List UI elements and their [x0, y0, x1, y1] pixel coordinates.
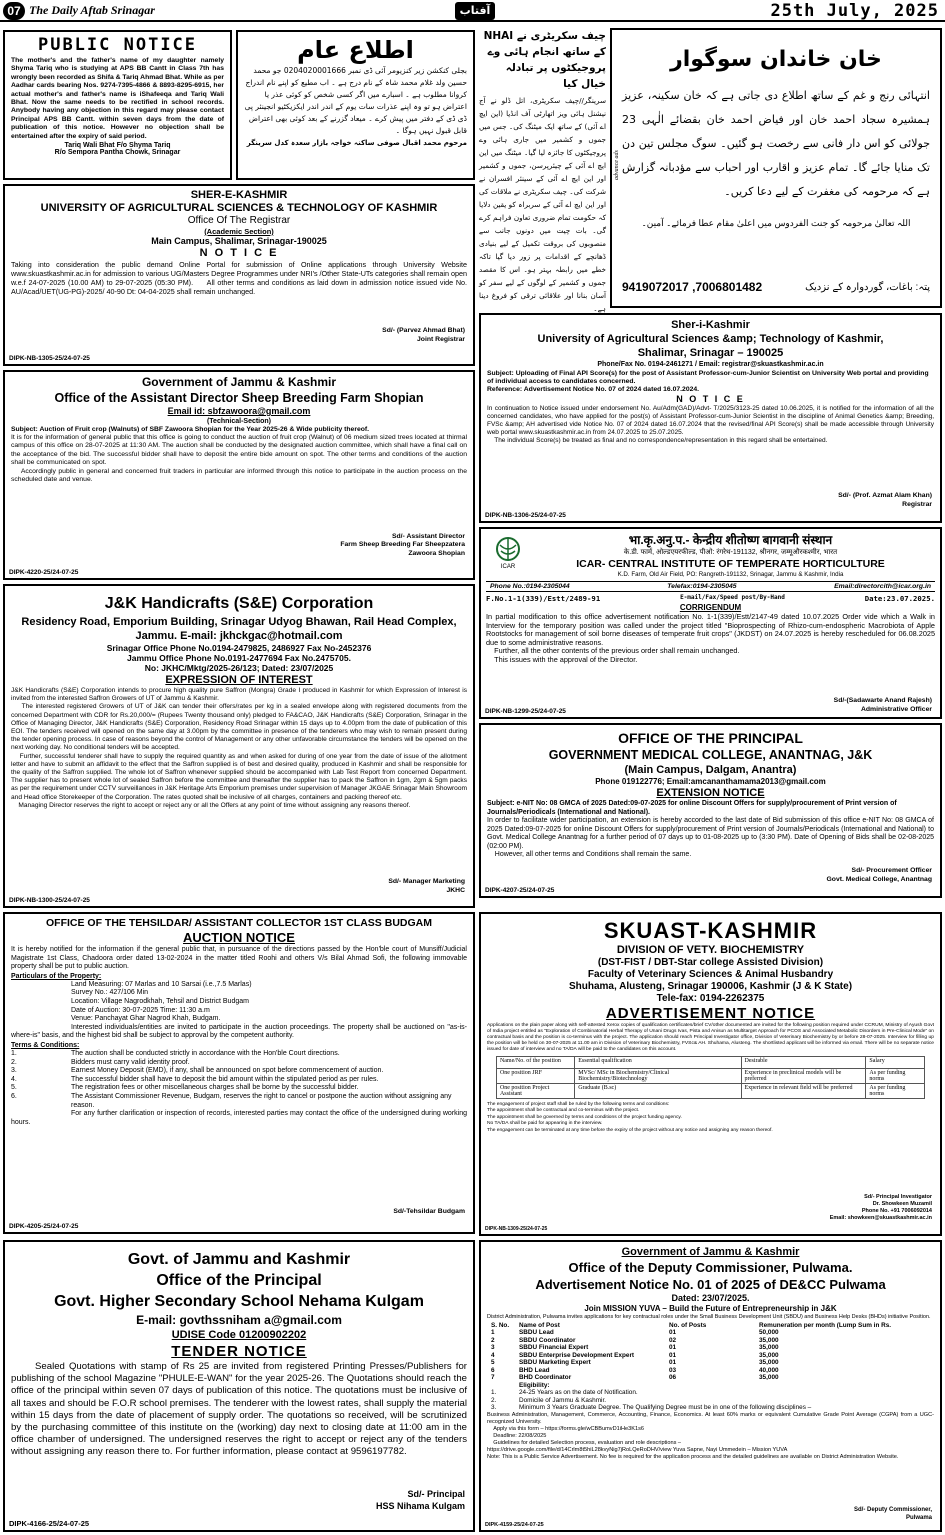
ad-body: Applications on the plain paper along with self-attested Xerox copies of qualification certificates/brief CV/other documented are invited for the following position required under CCRUM, Ministry of Ayush Govt of India project entitled as "Exploration of Combinatorial Herbal Therapy of Unani Drugs Ivas, Pista and Anisun as Multitarget Approach for PCOS and Associated Metabolic Disorders in Pre-Clinical Mode" on contractual basis and the position is co-terminus with the project. The application should reach Principal Investigator office, Division of Veterinary Biochemistry by or before 28-07-2025. Interview for filling up the position will be held on 30-07-2025 at 11.00 am in Division of Veterinary Biochemistry, FVSc& AH. Shuhama, Alusteng. The shortlisted applicant will be informed via email. There will be no separate notice issued for date of interview and no TA/DA will be paid to the candidates on this account.	[487, 1023, 934, 1052]
table-cell: 01	[669, 1344, 677, 1352]
sign-email: Email: showkeen@skuastkashmir.ac.in	[829, 1215, 932, 1221]
sign-title: Joint Registrar	[417, 335, 465, 343]
skuast-admission-notice	[3, 184, 475, 366]
table-cell: SBDU Marketing Expert	[519, 1359, 591, 1367]
dispatch-mode: E-mail/Fax/Speed post/By-Hand	[680, 594, 785, 601]
ad-signature	[376, 1488, 465, 1512]
ad-heading: ADVERTISEMENT NOTICE	[605, 1005, 816, 1022]
table-cell: BHD Lead	[519, 1366, 550, 1374]
skuast-biochemistry-ad	[479, 912, 942, 1236]
ad-line: Residency Road, Emporium Building, Srinagar Udyog Bhawan, Rail Head Complex, Jammu. E-mail: jkhckgac@hotmail.com	[21, 616, 457, 642]
article-headline: چیف سکریٹری نے NHAI کے ساتھ انجام ہائی وے پروجیکٹوں پر تبادلہ خیال کیا	[483, 30, 606, 90]
ad-subject: Subject: e-NIT No: 08 GMCA of 2025 Dated:09-07-2025 for online Discount Offers for supply/procurement of Print version of Journals/Periodicals (International and National).	[487, 800, 897, 816]
ad-line: Faculty of Veterinary Sciences & Animal Husbandry	[587, 969, 834, 980]
table-cell: Graduate (B.sc)	[575, 1084, 741, 1099]
table-cell: 2	[491, 1336, 495, 1344]
table-cell: 1	[491, 1329, 495, 1337]
ad-line: (Academic Section)	[204, 227, 274, 236]
dipk-code: DIPK-NB-1299-25/24-07-25	[485, 708, 566, 715]
public-notice-ad	[3, 30, 232, 180]
table-cell: BHD Coordinator	[519, 1374, 572, 1382]
ad-line: OFFICE OF THE TEHSILDAR/ ASSISTANT COLLECTOR 1ST CLASS BUDGAM	[46, 917, 432, 929]
email: Email:directorcith@icar.org.in	[834, 583, 931, 590]
dipk-code: DIPK-NB-1300-25/24-07-25	[9, 897, 90, 904]
ad-hindi-title: भा.कृ.अनु.प.- केन्द्रीय शीतोष्ण बागवानी संस्थान	[628, 533, 833, 547]
ad-subject: Subject: Uploading of Final API Score(s) for the post of Assistant Professor-cum-Junior Scientist on University Web portal and providing of individual access to candidates concerned.	[487, 370, 929, 385]
ad-prayer: اللہ تعالیٰ مرحومہ کو جنت الفردوس میں اعلیٰ مقام عطا فرمائے۔ آمین۔	[641, 218, 911, 228]
ad-line: Office of the Assistant Director Sheep Breeding Farm Shopian	[54, 391, 424, 405]
sign-place: Zawoora Shopian	[408, 549, 465, 557]
ad-line: Jammu Office Phone No.0191-2477694 Fax No.2475705.	[127, 653, 351, 663]
table-header-cell: Remuneration per month (Lump Sum in Rs.	[759, 1321, 892, 1329]
jk-handicrafts-eoi	[3, 584, 475, 908]
table-cell: SBDU Coordinator	[519, 1336, 576, 1344]
ad-line: Govt. of Jammu and Kashmir	[127, 1251, 351, 1268]
ad-signature	[388, 878, 465, 895]
ad-subheading: Particulars of the Property:	[11, 972, 102, 980]
table-cell: Experience in relevant field will be preferred	[741, 1084, 866, 1099]
ad-body: In partial modification to this office advertisement notification No. 1-1(339)/Estt/2147-49 dated 10.07.2025 Order vide which a Walk in Interview for the temporary position was called under the project titled "Bioprospecting of Rhizo-cum-endospheric Macrobiota of Apple Rootstocks for management of soil borne diseases of temperate fruit crops" (JKDST) on 24.07.2025 is hereby rescheduled for 06.08.2025 due to some administrative reasons. Further, all the other contents of the previous order shall remain unchanged. This issues with the approval of the Director.	[486, 612, 935, 664]
table-row	[487, 1374, 934, 1382]
ad-heading: EXPRESSION OF INTEREST	[165, 674, 313, 686]
ad-heading: TENDER NOTICE	[171, 1343, 307, 1360]
table-header-cell: Salary	[866, 1057, 925, 1069]
ad-hindi-address: के.डी. फार्म, ओल्डएयरफील्ड, पीओ: रंगरेथ-191132, श्रीनगर, जम्मूऔरकश्मीर, भारत	[623, 549, 838, 556]
ad-heading: EXTENSION NOTICE	[656, 787, 765, 799]
ad-title: اطلاع عام	[297, 36, 414, 64]
dipk-code: DIPK-4159-25/24-07-25	[485, 1522, 544, 1528]
table-header-row	[496, 1057, 924, 1069]
sign-name: Sd/- Deputy Commissioner,	[853, 1507, 932, 1513]
tehsildar-auction-notice	[3, 912, 475, 1234]
hss-nehama-tender-notice	[3, 1240, 475, 1532]
ad-line: Govt. Higher Secondary School Nehama Kulgam	[54, 1293, 424, 1310]
table-cell: 6	[491, 1366, 495, 1374]
sign-title: JKHC	[446, 886, 465, 894]
ad-signature	[854, 1507, 932, 1522]
eligibility-text: 24-25 Years as on the date of Notification.	[519, 1389, 638, 1397]
ad-heading: CORRIGENDUM	[679, 603, 742, 612]
newspaper-logo: آفتاب	[455, 2, 495, 20]
ad-line: University of Agricultural Sciences &amp; Technology of Kashmir,	[537, 333, 884, 345]
dipk-code: DIPK-4220-25/24-07-25	[9, 569, 79, 576]
sheep-breeding-auction-notice	[3, 370, 475, 580]
ad-line: Dated: 23/07/2025.	[671, 1293, 750, 1303]
eligibility-item: 1. 24-25 Years as on the date of Notification.	[491, 1389, 638, 1397]
table-cell: 01	[669, 1329, 677, 1337]
page-header	[0, 0, 945, 22]
table-header-cell: Name of Post	[519, 1321, 560, 1329]
ad-signature	[834, 697, 932, 714]
ad-line: Office of the Deputy Commissioner, Pulwama.	[568, 1260, 853, 1275]
table-row	[487, 1344, 934, 1352]
table-cell: As per funding norms	[866, 1069, 925, 1084]
term-text: The auction shall be conducted strictly in accordance with the Hon'ble Court directions.	[71, 1049, 340, 1057]
table-cell: 5	[491, 1359, 495, 1367]
property-item: Venue: Panchayat Ghar Nagrod Khah, Budgam.	[71, 1015, 221, 1023]
eligibility-list	[487, 1389, 934, 1412]
ad-body: The mother's and the father's name of my daughter namely Shyma Tariq who is studying at APS BB Cantt in Class 7th has wrongly been recorded as Shifa & Tariq Ahmad Bhat. While as per Aadhar cards bearing Nos. 9274-7395-4866 & 8893-8295-6915, her actual mother's and father's name is iShafeeqa and Tariq Wali Bhat. Now the same needs to be rectified in school records. Anybody having any objection in this regard may please contact Principal APS BB Cantt. within seven days from the date of publication of this notice. However no objection shall be entertained after the expiry of said period.	[11, 57, 225, 140]
ad-body: Interested individuals/entities are invited to participate in the auction proceedings. The property shall be auctioned on "as-is-where-is" basis, and the highest bid shall be subject to approval by the competent authority.	[11, 1023, 467, 1040]
dc-pulwama-advertisement	[479, 1240, 942, 1532]
ad-line: Sher-i-Kashmir	[671, 319, 750, 331]
sign-name: Sd/- Principal	[407, 1489, 465, 1499]
eligibility-text: Minimum 3 Years Graduate Degree. The Qualifying Degree must be in one of the following disciplines –	[519, 1404, 812, 1412]
table-cell: 35,000	[759, 1359, 779, 1367]
ad-line: Advertisement Notice No. 01 of 2025 of DE&CC Pulwama	[535, 1277, 886, 1292]
sign-name: Sd/-(Sadawarte Anand Rajesh)	[833, 697, 932, 704]
term-item: The engagement of project staff shall be ruled by the following terms and conditions:	[487, 1102, 670, 1107]
ad-signature: Sd/-Tehsildar Budgam	[393, 1207, 465, 1215]
table-header-row	[487, 1322, 934, 1330]
ad-heading: AUCTION NOTICE	[183, 930, 295, 945]
skuast-api-score-notice	[479, 313, 942, 523]
ad-line: Shalimar, Srinagar – 190025	[637, 347, 784, 359]
table-cell: 35,000	[759, 1351, 779, 1359]
file-date: Date:23.07.2025.	[864, 594, 935, 603]
eligibility-item: 2. Domicile of Jammu & Kashmir.	[491, 1396, 607, 1404]
icar-corrigendum	[479, 527, 942, 719]
posts-table	[487, 1322, 934, 1382]
table-cell: SBDU Enterprise Development Expert	[519, 1351, 635, 1359]
ad-intro: District Administration, Pulwama invites applications for key contractual roles under the Small Business Development Unit (SBDU) and Business Help Desks (BHDs) initiative Position.	[487, 1314, 931, 1320]
term-item: The appointment shall be governed by terms and conditions of the project funding agency.	[487, 1114, 682, 1120]
sign-name: Sd/- (Prof. Azmat Alam Khan)	[838, 492, 932, 499]
ad-footer	[622, 280, 930, 294]
ad-line: Main Campus, Shalimar, Srinagar-190025	[151, 236, 327, 246]
ad-address: R/o Sempora Pantha Chowk, Srinagar	[54, 149, 181, 157]
table-row	[487, 1337, 934, 1345]
svg-text:ICAR: ICAR	[500, 564, 516, 570]
term-item: 6. The Assistant Commissioner Revenue, Budgam, reserves the right to cancel or postpone the auction without assigning any reason.	[11, 1093, 467, 1110]
icar-logo-icon	[491, 535, 525, 569]
ad-title: PUBLIC NOTICE	[37, 35, 198, 55]
property-item: Location: Village Nagrodkhah, Tehsil and District Budgam	[71, 997, 249, 1005]
ad-phones: 9419072017 ,7006801482	[622, 280, 763, 294]
table-cell: Experience in preclinical models will be preferred	[741, 1069, 866, 1084]
ad-line: (Main Campus, Dalgam, Anantra)	[624, 764, 797, 776]
file-number: F.No.1-1(339)/Estt/2489-91	[486, 594, 601, 603]
ad-subheading: Eligibility:	[519, 1381, 550, 1389]
news-article-nhai	[479, 28, 606, 313]
ad-line: N O T I C E	[676, 394, 745, 404]
ad-body: It is hereby notified for the information if the general public that, in pursuance of the directions passed by the Hon'ble court of Munsiff/Judicial Magistrate 1st Class, Chadoora order dated 13-02-2024 in the matter titled Roohi and others V/s Bilal Ahmad Sofi, the following immovable property shall be put to public auction.	[11, 946, 467, 971]
dipk-code: DIPK-NB-1305-25/24-07-25	[9, 355, 90, 362]
table-header-cell: S. No.	[491, 1321, 510, 1329]
ad-signature	[830, 1194, 932, 1222]
ad-line: Join MISSION YUVA – Build the Future of Entrepreneurship in J&K	[584, 1304, 837, 1313]
ad-body: Taking into consideration the public demand Online Portal for submission of Online applications through University Website www.skuastkashmir.ac.in for admission to various UG/Masters Degree Programmes under NRI's /Other State-UTs categories shall remain open w.e.f 24-07-2025 (10.00 AM) to 29-07-2025 (05:30 PM). All other terms and conditions as laid down in admission notice issued vide No. AU/Acad/UET(UG-PG)-2025/ 40-90 Dt: 04-04-2025 shall remain unchanged.	[11, 260, 467, 296]
term-text: Bidders must carry valid identity proof.	[71, 1058, 190, 1066]
article-body: سرینگر//چیف سکریٹری، اتل ڈلو نے آج نیشنل ہائی ویز اتھارٹی آف انڈیا (این ایچ اے آئی) کے ساتھ ایک میٹنگ کی۔ جس میں جموں و کشمیر میں جاری ہائی وے پروجیکٹوں کا جائزہ لیا گیا۔ میٹنگ میں این ایچ اے آئی کے چیئرپرسن، جموں و کشمیر اور این ایچ اے آئی کے سینئر افسران نے شرکت کی۔ چیف سکریٹری نے ملاقات کی اور این ایچ اے آئی کے سربراہ کو یقین دلایا کہ حکومت تمام ضروری تعاون فراہم کرے گی۔ بات چیت میں دونوں جانب سے منصوبوں کی بروقت تکمیل کے لیے بنیادی ڈھانچے کے اقدامات پر زور دیا گیا تاکہ خطے میں رابطہ بہتر ہو۔ اس کا مقصد جموں و کشمیر کے لوگوں کے لیے سفر کو آسان بنانا اور علاقائی ترقی کو فروغ دینا ہے۔	[479, 96, 606, 313]
ad-line: Tele-fax: 0194-2262375	[656, 993, 765, 1004]
table-cell: 06	[669, 1374, 677, 1382]
table-cell: 50,000	[759, 1329, 779, 1337]
page-number: 07	[3, 2, 25, 20]
gmc-extension-notice	[479, 723, 942, 898]
ad-reference: Reference: Advertisement Notice No. 07 of 2024 dated 16.07.2024.	[487, 386, 700, 393]
table-cell: 4	[491, 1351, 495, 1359]
terms-list	[487, 1102, 934, 1134]
property-list	[11, 981, 467, 1024]
ad-line: DIVISION OF VETY. BIOCHEMISTRY	[616, 944, 805, 956]
sign-title: Farm Sheep Breeding Far Sheepzatera	[340, 541, 465, 548]
table-cell: One position JRF	[496, 1069, 574, 1084]
ad-body: Business Administration, Management, Commerce, Accounting, Finance, Economics. At least 60% marks or equivalent Cumulative Grade Point Average (CGPA) from a UGC-recognized University. Apply via this form – https://forms.gle/wCBBumvD1iHe3K1s6 Deadline: 22/08/2025 Guidelines for detailed Selection process, evaluation and role descriptions – https://drive.google.com/file/d/14Crlm8t5hiL28kvyNig7jRoLQeRoDHV/view Yuva Sapne, Nayi Ummedein – Mission YUVA Note: This is a Public Service Advertisement. No fee is required for the application process and the detailed guidelines are available on District Administration Website.	[487, 1411, 934, 1460]
ad-title: J&K Handicrafts (S&E) Corporation	[104, 595, 374, 612]
property-item: Survey No.: 427/106 Min	[71, 989, 149, 997]
ad-signature	[838, 492, 932, 509]
advance-ads-label: advance ads	[614, 150, 620, 180]
ad-title: SKUAST-KASHMIR	[603, 918, 818, 943]
dipk-code: DIPK-4166-25/24-07-25	[9, 1519, 90, 1528]
sign-name: Sd/- Principal Investigator	[864, 1194, 932, 1200]
dipk-code: DIPK-NB-1306-25/24-07-25	[485, 512, 566, 519]
ad-line: SHER-E-KASHMIR	[190, 189, 288, 201]
sign-name: Sd/- (Parvez Ahmad Bhat)	[382, 327, 465, 334]
ad-body: In continuation to Notice issued under endorsement No. Au/Adm(GAD)/Advt- T/2025/3123-25 dated 10.06.2025, it is notified for the information of all the concerned candidates, who have applied for the post(s) of Assistant Professor-cum-Junior Scientist in the discipline of Animal Genetics &amp; Breeding, FVSc &amp; AH advertised vide Notice No. 07 of 2024 dated 16.07.2024 that the revised/final API Score(s) shall be made accessible through University web portal www.skuastkashmir.ac.in from 24.07.2025 to 25.07.2025. The individual Score(s) be treated as final and no correspondence/representation in this regard shall be entertained.	[487, 405, 934, 444]
table-header-cell: No. of Posts	[669, 1321, 707, 1329]
dipk-code: DIPK-4207-25/24-07-25	[485, 887, 555, 894]
table-cell: 7	[491, 1374, 495, 1382]
sign-place: Pulwama	[905, 1514, 932, 1521]
table-row	[487, 1359, 934, 1367]
sign-name: Sd/- Manager Marketing	[388, 878, 465, 885]
sign-title: HSS Nihama Kulgam	[375, 1501, 465, 1511]
ad-subject: Subject: Auction of Fruit crop (Walnuts) of SBF Zawoora Shopian for the Year 2025-26 & Wide publicity thereof.	[11, 426, 370, 433]
ad-title: خان خاندان سوگوار	[670, 47, 882, 72]
ad-line: Government of Jammu & Kashmir	[141, 375, 337, 389]
icar-logo	[491, 535, 525, 569]
ad-body: For any further clarification or inspection of records, interested parties may contact the office of the undersigned during working hours.	[11, 1110, 467, 1126]
condolence-ad	[610, 28, 942, 308]
phone: Phone No.:0194-2305044	[490, 583, 570, 590]
eligibility-text: Domicile of Jammu & Kashmir.	[519, 1396, 607, 1404]
term-item: 4. The successful bidder shall have to deposit the bid amount within the stipulated period as per rules.	[11, 1075, 379, 1083]
ad-line: (Technical-Section)	[206, 418, 272, 425]
table-cell: 3	[491, 1344, 495, 1352]
ad-line: GOVERNMENT MEDICAL COLLEGE, ANANTNAG, J&K	[548, 748, 873, 762]
ad-signature	[382, 327, 465, 344]
ad-line: Srinagar Office Phone No.0194-2479825, 2486927 Fax No-2452376	[106, 643, 372, 653]
ad-body: انتہائی رنج و غم کے ساتھ اطلاع دی جاتی ہے کہ خان سکینہ، عزیز ہمشیرہ سجاد احمد خان اور فیاض احمد خان بقضائے الٰہی 23 جولائی کو اس دار فانی سے رخصت ہو گئیں۔ سوگ مجلس تین دن تک منایا جائے گا۔ تمام عزیز و اقارب اور احباب سے مؤدبانہ گزارش ہے کہ مرحومہ کی مغفرت کے لیے دعا کریں۔	[622, 89, 930, 198]
issue-date: 25th July, 2025	[770, 1, 939, 21]
sign-person: Dr. Showkeen Muzamil	[872, 1201, 932, 1207]
term-item: 5. The registration fees or other miscellaneous charges shall be borne by the successful bidder.	[11, 1084, 359, 1092]
ad-line: Office of the Principal	[156, 1272, 322, 1289]
ad-line: Email id: sbfzawoora@gmail.com	[167, 406, 311, 416]
property-item: Date of Auction: 30-07-2025 Time: 11:30 a.m	[71, 1006, 210, 1014]
sign-title: Administrative Officer	[860, 705, 932, 713]
ad-line: (DST-FIST / DBT-Star college Assisted Division)	[597, 957, 824, 968]
table-cell: 35,000	[759, 1374, 779, 1382]
table-row	[487, 1367, 934, 1375]
table-cell: MVSc/ MSc in Biochemistry/Clinical Biochemistry/Biotechnology	[575, 1069, 741, 1084]
table-row	[496, 1084, 924, 1099]
table-header-cell: Desirable	[741, 1057, 866, 1069]
ad-line: Government of Jammu & Kashmir	[621, 1246, 800, 1258]
sign-title: Registrar	[902, 500, 932, 508]
term-item: 3. Earnest Money Deposit (EMD), if any, shall be announced on spot before commencement of auction.	[11, 1067, 384, 1075]
positions-table	[496, 1056, 925, 1099]
term-text: The successful bidder shall have to deposit the bid amount within the stipulated period as per rules.	[71, 1075, 379, 1083]
term-item: No TA/DA shall be paid for appearing in the interview.	[487, 1121, 603, 1127]
ad-line: Office Of The Registrar	[187, 215, 291, 226]
ad-signature: مرحوم محمد اقبال صوفی ساکنہ خواجہ بازار سعدہ کدل سرینگر	[246, 139, 467, 147]
ad-body: In order to facilitate wider participation, an extension is hereby accorded to the last date of Bid submission of this office e-NIT No: 08 GMCA of 2025 Dated:09-07-2025 for online Discount Offers for supply/procurement of Print version of Journals/Periodicals (International and National) to Govt. Medical College Anantnag for a further period of 07 days up to 01-08-2025 up to (3:30 PM). Date of Opening of Bids shall be 02-08-2025 (02:00 PM). However, all other terms and Conditions shall remain the same.	[487, 817, 934, 859]
eligibility-item: 3. Minimum 3 Years Graduate Degree. The Qualifying Degree must be in one of the following disciplines –	[491, 1404, 812, 1412]
table-row	[496, 1069, 924, 1084]
ad-signature	[827, 867, 933, 884]
term-item: The appointment shall be contractual and co-terminus with the project.	[487, 1108, 640, 1114]
property-item: Land Measuring: 07 Marlas and 10 Sarsai (i.e.,7.5 Marlas)	[71, 980, 252, 988]
ad-line: ICAR- CENTRAL INSTITUTE OF TEMPERATE HORTICULTURE	[576, 558, 885, 570]
table-row	[487, 1329, 934, 1337]
ad-line: K.D. Farm, Old Air Field, PO: Rangreth-191132, Srinagar, Jammu & Kashmir, India	[617, 571, 844, 578]
table-cell: 01	[669, 1359, 677, 1367]
ad-signature	[340, 533, 465, 559]
term-item: The engagement can be terminated at any time before the expiry of the project without any notice and assigning any reason thereof.	[487, 1127, 773, 1133]
table-cell: 35,000	[759, 1336, 779, 1344]
dipk-code: DIPK-NB-1309-25/24-07-25	[485, 1226, 548, 1232]
ad-file-line	[486, 594, 935, 603]
table-cell: SBDU Lead	[519, 1329, 554, 1337]
ad-address: پتہ: باغات، گوردوارہ کے نزدیک	[805, 281, 930, 293]
table-cell: 03	[669, 1366, 677, 1374]
table-header-cell: Essential qualification	[575, 1057, 741, 1069]
urdu-public-notice	[236, 30, 475, 180]
sign-title: Govt. Medical College, Anantnag	[826, 875, 932, 883]
table-cell: One position Project Assistant	[496, 1084, 574, 1099]
ad-body: J&K Handicrafts (S&E) Corporation intends to procure high quality pure Saffron (Mongra) Grade I produced in Kashmir for which Expression of Interest is invited from the interested Saffron Growers of UT of Jammu & Kashmir. The interested registered Growers of UT of J&K can tender their offers/rates per kg in a sealed envelope along with registered documents from the concerned Department with CDR for Rs.20,000/= (Rupees Twenty thousand only) pledged to FA&CAO, J&K Handicrafts (S&E) Corporation, Srinagar in the Office of Managing Director, J&K Handicrafts (S&E) Corporation, Residency Road Srinagar within 15 days up to 4.00pm from the date of publication of this EOI. The tenders received will opened on the same day at 3.00pm by the committee in presence of the tenderers who may wish to remain present during the tender opening process. In case of reasons beyond the control of Management or any other unfavorable circumstance the tenders will be opened on the next working day. No conditional tenders will be accepted. Further, successful tenderer shall have to supply the required quantity as and when asked for during of one year from the date of issue of the allotment letter and have to submit an affidavit to the effect that the Saffron supplied is of best and desired quality, produced in Kashmir and shall be responsible for the quality of the Saffron supplied. The whole lot of Saffron whenever supplied should be accompanied with Lab Test Report from concerned Department. The supplier has to present whole lot of sealed Saffron before the committee and thereafter the supplier has to pack the Saffron in 1gm, 2gm & 5gm packs as per the requirement under CCTV surveillances in J&K Heritage Arts Emporium premises under supervision of Manager JKGAE Srinagar Main Showroom and Head office Storekeeper of the Corporation. The rates quoted shall be inclusive of all charges, containers and packing thereof etc. Managing Director reserves the right to accept or reject any or all the Offers at any point of time without assigning any reasons thereof.	[11, 687, 467, 809]
ad-email: E-mail: govthssniham a@gmail.com	[136, 1313, 342, 1327]
table-cell: SBDU Financial Expert	[519, 1344, 589, 1352]
newspaper-name: The Daily Aftab Srinagar	[29, 3, 155, 17]
table-header-cell: Name/No. of the position	[496, 1057, 574, 1069]
term-item: 2. Bidders must carry valid identity proof.	[11, 1058, 190, 1066]
term-text: The registration fees or other miscellaneous charges shall be borne by the successful bidder.	[71, 1084, 359, 1092]
table-cell: 35,000	[759, 1344, 779, 1352]
dipk-code: DIPK-4205-25/24-07-25	[9, 1223, 79, 1230]
ad-line: Phone 019122776; Email:amcananthamama2013@gmail.com	[595, 777, 826, 786]
term-text: Earnest Money Deposit (EMD), if any, shall be announced on spot before commencement of auction.	[71, 1067, 384, 1075]
telefax: Telefax:0194-2305045	[667, 583, 737, 590]
ad-line: N O T I C E	[199, 247, 279, 259]
terms-list	[11, 1050, 467, 1110]
ad-body: بجلی کنکشن زیر کنزیومر آئی ڈی نمبر 0204020001666 جو محمد حسین ولد غلام محمد شاہ کے نام درج ہے ۔ اب مطیع کو اپنے نام اندراج کروانا مطلوب ہے ۔ اسبارے میں اگر کسی شخص کو کوئی عذر یا اعتراض ہو تو وہ اپنے عذرات سات یوم کے اندر اندر ایکزیکٹیو انجینئر پی ڈی ڈی کے دفتر میں پیش کرے ۔ میعاد گزرنے کے بعد کوئی بھی اعتراض قابل قبول نہیں ہوگا ۔	[244, 66, 467, 135]
sign-phone: Phone No. +91 7006092014	[861, 1208, 932, 1214]
term-text: The Assistant Commissioner Revenue, Budgam, reserves the right to cancel or postpone the auction without assigning any reason.	[71, 1092, 452, 1109]
table-cell: As per funding norms	[866, 1084, 925, 1099]
sign-name: Sd/- Assistant Director	[391, 532, 465, 540]
table-cell: 02	[669, 1336, 677, 1344]
ad-contacts	[486, 581, 935, 592]
ad-body: It is for the information of general public that this office is going to conduct the auction of fruit crop (Walnut) of 06 medium sized trees located at thirmal campus of this office on 28-07-2025 at 11:30 AM. The auction shall be conducted by the designated auction committee, which shall have a final call on the acceptance of the bid. The successful bidder shall have to deposit the entire bide amount on spot. The other terms and conditions of the auction shall be communicated on spot. Accordingly public in general and concerned fruit traders in particular are informed through this notice to participate in the auction process on the scheduled date and venue.	[11, 434, 467, 484]
ad-line: UNIVERSITY OF AGRICULTURAL SCIENCES & TECHNOLOGY OF KASHMIR	[40, 202, 438, 214]
term-item: 1. The auction shall be conducted strictly in accordance with the Hon'ble Court directions.	[11, 1049, 340, 1057]
ad-line: Shuhama, Alusteng, Srinagar 190006, Kashmir (J & K State)	[568, 981, 853, 992]
ad-line: Phone/Fax No. 0194-2461271 / Email: registrar@skuastkashmir.ac.in	[597, 361, 824, 368]
ad-line: UDISE Code 01200902202	[171, 1329, 307, 1341]
ad-line: OFFICE OF THE PRINCIPAL	[618, 730, 803, 746]
table-cell: 40,000	[759, 1366, 779, 1374]
ad-subheading: Terms & Conditions:	[11, 1041, 80, 1049]
ad-body: Sealed Quotations with stamp of Rs 25 are invited from registered Printing Presses/Publishers for publishing of the school Magazine "PHULE-E-WAN" for the year 2025-26. The Quotations should reach the office of the principal within seven 07 days of publication of this notice. The quotations must be inclusive of all taxes and should be F.O.R school premises. The tenderer with the lowest rates, shall supply the material within 15 days from the date of placement of supply order. The quotations so received, will be scrutinized by the purchasing committee of this institute on the (working) day next to closing date at 11:00 am in the office chamber of undersigned. The undersigned reserves the right to accept or reject any of the tenders without assigning any reason there to. For further information, please contact at 9596197782.	[11, 1361, 467, 1458]
table-row	[487, 1352, 934, 1360]
ad-line: No: JKHC/Mktg/2025-26/123; Dated: 23/07/2025	[144, 663, 334, 673]
table-cell: 01	[669, 1351, 677, 1359]
ad-signature: Tariq Wali Bhat F/o Shyma Tariq	[64, 142, 171, 150]
sign-name: Sd/- Procurement Officer	[851, 867, 932, 874]
